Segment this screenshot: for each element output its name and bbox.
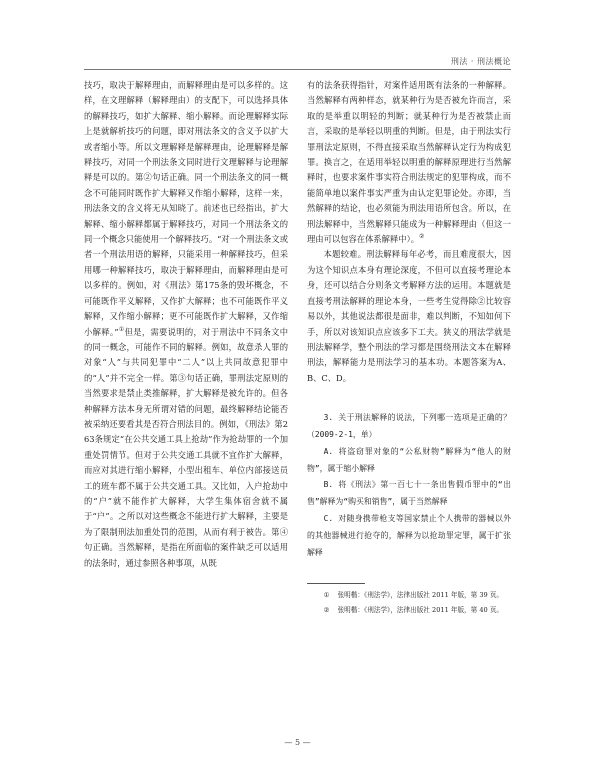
footnote-number: ② bbox=[323, 606, 330, 615]
paragraph-text: 技巧，取决于解释理由，而解释理由是可以多样的。这样，在文理解释（解释理由）的支配下，可以选择具体的解释技巧，如扩大解释、缩小解释。而论理解释实际上是就解析技巧的问题，即对刑法条文的含义予以扩大或者缩小等。所以文理解释是解释理由，论理解释是解释技巧，对同一个刑法条文同时进行文理解释与论理解释是可以的。第②句话正确。同一个刑法条文的同一概念不可能同时既作扩大解释又作缩小解释，这样一来，刑法条文的含义将无从知晓了。前述也已经指出，扩大解释、缩小解释都属于解释技巧，对同一个刑法条文的同一个概念只能使用一个解释技巧。“对一个刑法条文或者一个刑法用语的解释，只能采用一种解释技巧，但采用哪一种解释技巧，取决于解释理由，而解释理由是可以多样的。例如，对《刑法》第175条的毁坏概念，不可能既作平义解释，又作扩大解释；也不可能既作平义解释，又作缩小解释；更不可能既作扩大解释，又作缩小解释。” bbox=[84, 80, 288, 337]
header-rule bbox=[84, 69, 511, 70]
footnote bbox=[307, 590, 511, 601]
page-number: — 5 — bbox=[284, 738, 311, 747]
footnote-text: 张明楷：《刑法学》，法律出版社 2011 年版，第 39 页。 bbox=[337, 591, 504, 600]
body-paragraph bbox=[84, 78, 288, 571]
question-option-c: C. 对随身携带枪支等国家禁止个人携带的器械以外的其他器械进行抢夺的，解释为以抢劫罪定罪，属于扩张解释 bbox=[307, 513, 511, 557]
question-option-b: B. 将《刑法》第一百七十一条出售假币罪中的“出售”解释为“购买和销售”，属于当然解释 bbox=[307, 480, 511, 507]
footnote-text: 张明楷：《刑法学》，法律出版社 2011 年版，第 40 页。 bbox=[337, 606, 504, 615]
left-column bbox=[84, 78, 288, 571]
question-option-a: A. 将盗窃罪对象的“公私财物”解释为“他人的财物”，属于缩小解释 bbox=[307, 446, 511, 473]
right-column bbox=[307, 78, 511, 616]
body-paragraph bbox=[307, 78, 511, 247]
footnote-mark: ① bbox=[118, 325, 125, 333]
footnote-rule bbox=[307, 583, 365, 584]
footnote-number: ① bbox=[323, 591, 330, 600]
paragraph-text: 有的法条获得指针，对案件适用既有法条的一种解释。当然解释有两种样态，就某种行为是否被允许而言，采取的是举重以明轻的判断；就某种行为是否被禁止而言，采取的是举轻以明重的判断。但是，由于刑法实行罪刑法定原则，不得直接采取当然解释认定行为构成犯罪。换言之，在适用举轻以明重的解释原理进行当然解释时，也要求案件事实符合刑法规定的犯罪构成，而不能简单地以案件事实严重为由认定犯罪论处。亦即，当然解释的结论，也必须能为刑法用语所包含。所以，在刑法解释中，当然解释只能成为一种解释理由（但这一理由可以包容在体系解释中）。 bbox=[307, 80, 511, 245]
footnote-mark: ② bbox=[419, 233, 425, 241]
question-stem: 3. 关于刑法解释的说法，下列哪一选项是正确的？（2009-2-1，单） bbox=[307, 413, 511, 439]
body-paragraph: 本题较难。刑法解释每年必考，而且难度很大，因为这个知识点本身有理论深度，不但可以直接考理论本身，还可以结合分则条文考解释方法的运用。本题就是直接考刑法解释的理论本身，一些考生觉得除②比较容易以外，其他说法都很是面非，难以判断，不知如何下手，所以对该知识点应该多下工夫。狭义的刑法学就是刑法解释学，整个刑法的学习都是围绕刑法文本在解释刑法，解释能力是刑法学习的基本功。本题答案为A、B、C、D。 bbox=[307, 249, 511, 383]
running-header: 刑法 · 刑法概论 bbox=[450, 57, 511, 66]
footnote bbox=[307, 605, 511, 616]
paragraph-text: 但是，需要说明的，对于刑法中不同条文中的同一概念，可能作不同的解释。例如，故意杀人罪的对象“人”与共同犯罪中“二人”以上共同故意犯罪中的“人”并不完全一样。第③句话正确，罪刑法定原则的当然要求是禁止类推解释，扩大解释是被允许的。但各种解释方法本身无所谓对错的问题，最终解释结论能否被采纳还要看其是否符合刑法目的。例如，《刑法》第263条规定“在公共交通工具上抢劫”作为抢劫罪的一个加重处罚情节。但对于公共交通工具就不宜作扩大解释，而应对其进行缩小解释，小型出租车、单位内部接送员工的班车都不属于公共交通工具。又比如，入户抢劫中的“户”就不能作扩大解释，大学生集体宿舍就不属于“户”。之所以对这些概念不能进行扩大解释，主要是为了限制刑法加重处罚的范围，从而有利于被告。第④句正确。当然解释，是指在所面临的案件缺乏可以适用的法条时，通过参照各种事项，从既 bbox=[84, 326, 288, 568]
